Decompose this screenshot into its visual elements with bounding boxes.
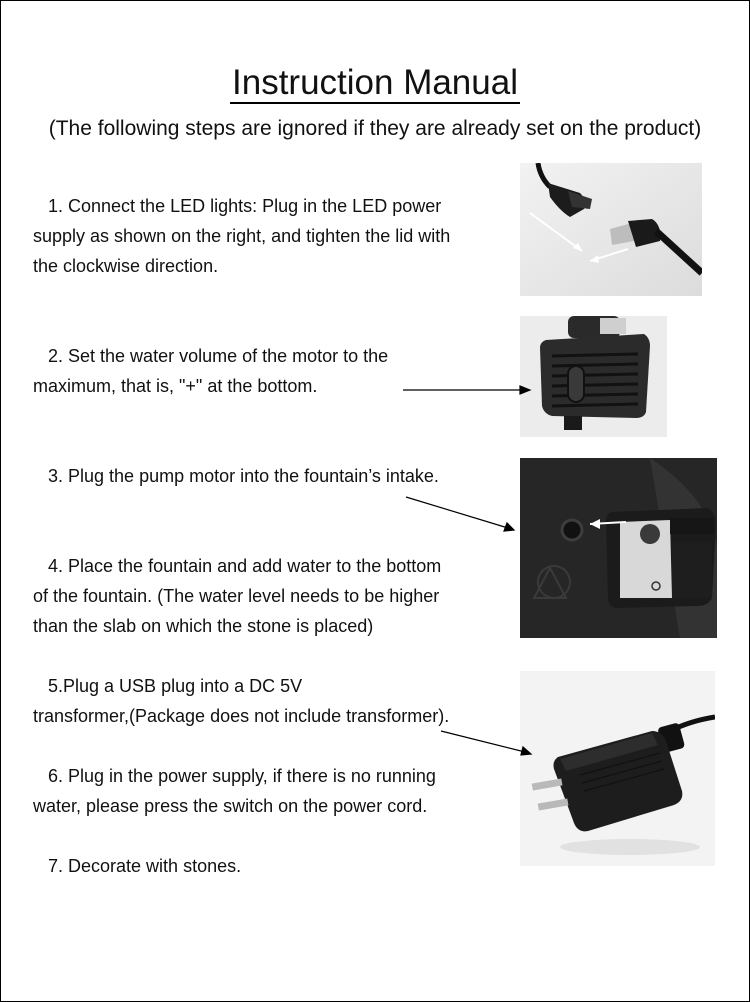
fountain-intake-photo — [520, 458, 717, 638]
step-6-text — [33, 761, 436, 821]
step-4-text — [33, 551, 441, 641]
step-7-text — [33, 851, 241, 881]
pump-motor-illustration — [520, 316, 667, 437]
manual-title-text: Instruction Manual — [232, 63, 518, 102]
step-4-line-3: than the slab on which the stone is placed) — [33, 616, 374, 636]
step-5-line-1: 5.Plug a USB plug into a DC 5V — [33, 676, 303, 696]
step-1-line-2: supply as shown on the right, and tighten the lid with — [33, 226, 451, 246]
step-4-line-1: 4. Place the fountain and add water to the bottom — [33, 556, 442, 576]
step-4-line-2: of the fountain. (The water level needs to be higher — [33, 586, 440, 606]
manual-title — [0, 62, 750, 104]
usb-transformer-photo — [520, 671, 715, 866]
step-3-text — [33, 461, 439, 491]
step-2-line-2: maximum, that is, "+" at the bottom. — [33, 376, 318, 396]
pump-motor-photo — [520, 316, 667, 437]
step-2-line-1: 2. Set the water volume of the motor to the — [33, 346, 389, 366]
step-1-line-1: 1. Connect the LED lights: Plug in the LED power — [33, 196, 442, 216]
step-3-line-1: 3. Plug the pump motor into the fountain’s intake. — [33, 466, 439, 486]
step-5-line-2: transformer,(Package does not include transformer). — [33, 706, 450, 726]
led-connector-illustration — [520, 163, 702, 296]
led-connector-photo — [520, 163, 702, 296]
step-7-line-1: 7. Decorate with stones. — [33, 856, 242, 876]
usb-transformer-illustration — [520, 671, 715, 866]
step-2-text — [33, 341, 388, 401]
step-5-text — [33, 671, 449, 731]
manual-subtitle: (The following steps are ignored if they are already set on the product) — [48, 117, 702, 140]
step-1-text — [33, 191, 450, 281]
step-6-line-1: 6. Plug in the power supply, if there is no running — [33, 766, 436, 786]
step-1-line-3: the clockwise direction. — [33, 256, 219, 276]
step-6-line-2: water, please press the switch on the power cord. — [33, 796, 428, 816]
fountain-intake-illustration — [520, 458, 717, 638]
